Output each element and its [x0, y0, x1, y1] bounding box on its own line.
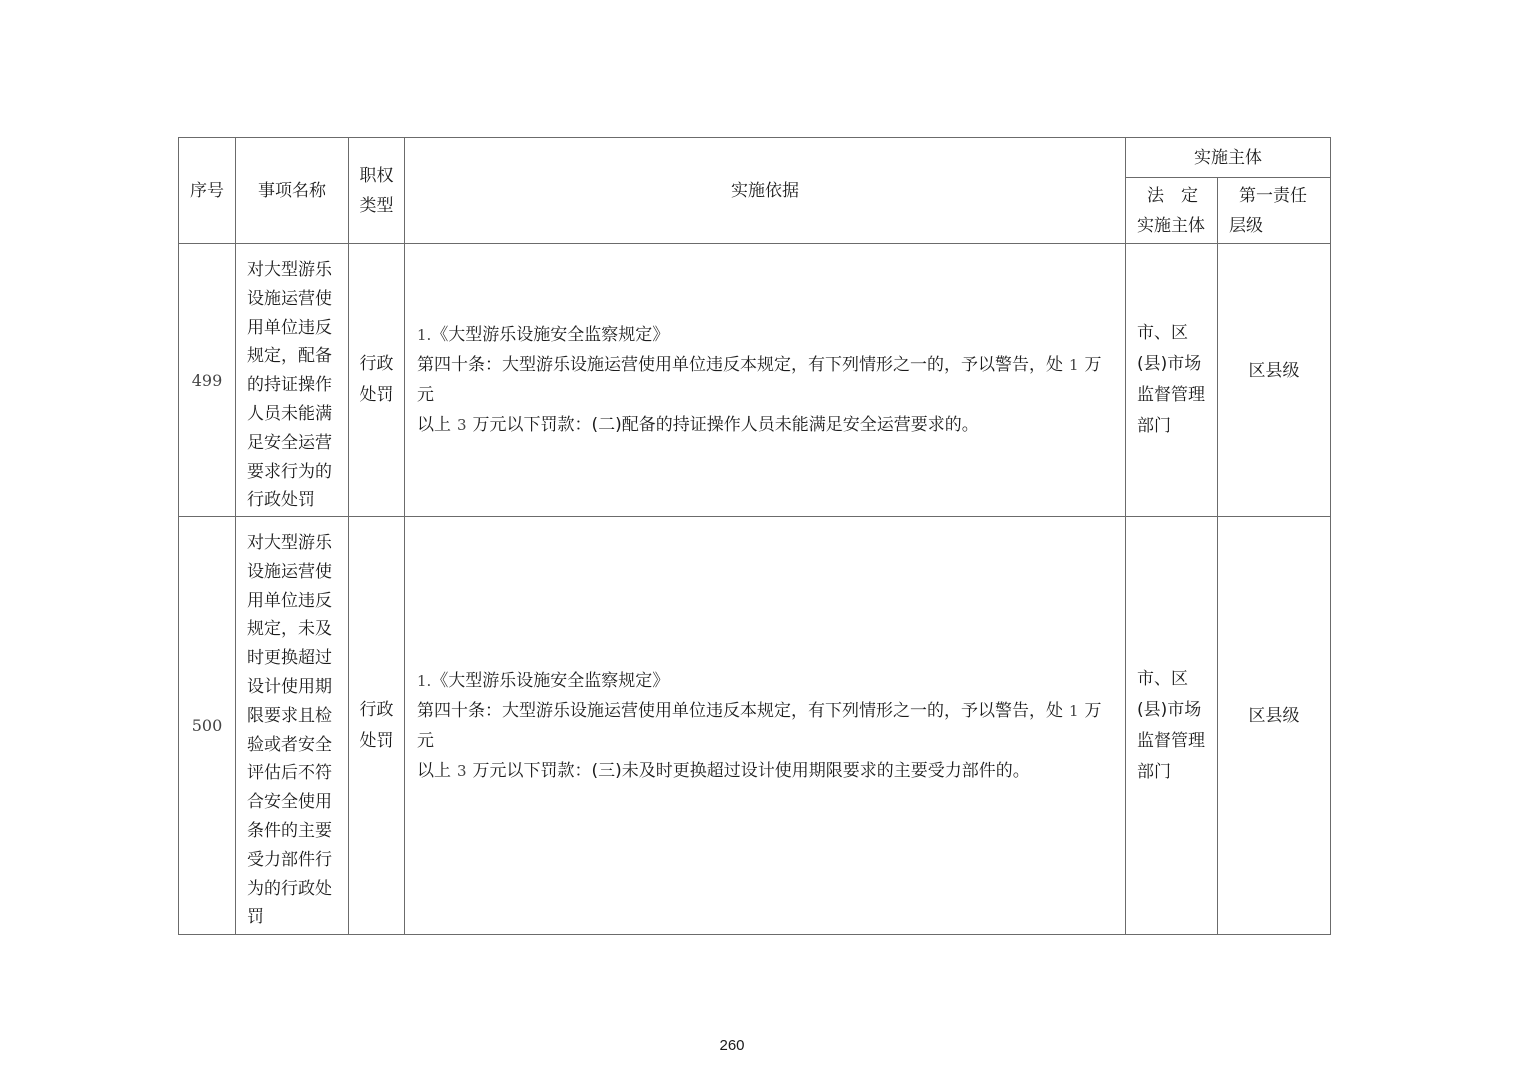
basis-article-a: 第四十条：大型游乐设施运营使用单位违反本规定，有下列情形之一的，予以警告，处 — [417, 700, 1063, 721]
row-power-type — [349, 517, 405, 935]
basis-article — [417, 696, 1115, 786]
table-row — [179, 517, 1331, 935]
row-power-type-line1: 行政 — [359, 354, 394, 374]
header-implementer: 实施主体 — [1126, 138, 1331, 178]
basis-article-b: 万元 — [417, 355, 1102, 405]
basis-article-c: 以上 — [417, 760, 451, 781]
row-basis — [405, 517, 1126, 935]
header-power-type — [349, 138, 405, 244]
basis-num-1: 1 — [1069, 356, 1079, 374]
row-basis — [405, 244, 1126, 517]
basis-article-c: 以上 — [417, 415, 451, 435]
header-seq: 序号 — [179, 138, 236, 244]
row-implementer: 市、区(县)市场监督管理部门 — [1126, 517, 1218, 935]
header-legal-implementer-line1: 法 定 — [1147, 185, 1198, 206]
basis-law-prefix: 1. — [417, 326, 432, 344]
row-level: 区县级 — [1218, 244, 1331, 517]
row-seq: 500 — [179, 517, 236, 935]
header-power-type-line1: 职权 — [359, 165, 394, 186]
row-item-name: 对大型游乐设施运营使用单位违反规定，未及时更换超过设计使用期限要求且检验或者安全评估后不符合安全使用条件的主要受力部件行为的行政处罚 — [236, 517, 349, 935]
basis-law — [417, 320, 1115, 350]
row-seq: 499 — [179, 244, 236, 517]
basis-article-b: 万元 — [417, 700, 1102, 751]
basis-article-a: 第四十条：大型游乐设施运营使用单位违反本规定，有下列情形之一的，予以警告，处 — [417, 355, 1063, 375]
header-first-level-line2: 层级 — [1229, 215, 1263, 236]
page-number: 260 — [719, 1037, 745, 1054]
row-power-type — [349, 244, 405, 517]
header-legal-implementer — [1126, 178, 1218, 244]
basis-law — [417, 666, 1115, 696]
header-item-name: 事项名称 — [236, 138, 349, 244]
header-power-type-line2: 类型 — [359, 195, 394, 216]
row-level: 区县级 — [1218, 517, 1331, 935]
header-first-level — [1218, 178, 1331, 244]
row-item-name: 对大型游乐设施运营使用单位违反规定，配备的持证操作人员未能满足安全运营要求行为的行政处罚 — [236, 244, 349, 517]
row-power-type-line1: 行政 — [359, 699, 394, 720]
basis-law-prefix: 1. — [417, 671, 432, 690]
header-first-level-line1: 第一责任 — [1239, 185, 1307, 206]
basis-article-d: 万元以下罚款：(三)未及时更换超过设计使用期限要求的主要受力部件的。 — [472, 760, 1030, 781]
basis-num-3: 3 — [457, 761, 467, 780]
row-implementer: 市、区(县)市场监督管理部门 — [1126, 244, 1218, 517]
row-power-type-line2: 处罚 — [359, 730, 394, 751]
basis-law-title: 《大型游乐设施安全监察规定》 — [431, 670, 670, 691]
basis-num-1: 1 — [1069, 701, 1079, 720]
basis-law-title: 《大型游乐设施安全监察规定》 — [431, 325, 670, 345]
basis-article-d: 万元以下罚款：(二)配备的持证操作人员未能满足安全运营要求的。 — [472, 415, 979, 435]
table-row — [179, 244, 1331, 517]
header-row-1 — [179, 138, 1331, 178]
basis-num-3: 3 — [457, 416, 467, 434]
header-legal-implementer-line2: 实施主体 — [1137, 215, 1205, 236]
authority-table — [178, 137, 1331, 935]
header-basis: 实施依据 — [405, 138, 1126, 244]
basis-article — [417, 350, 1115, 440]
row-power-type-line2: 处罚 — [359, 385, 394, 405]
